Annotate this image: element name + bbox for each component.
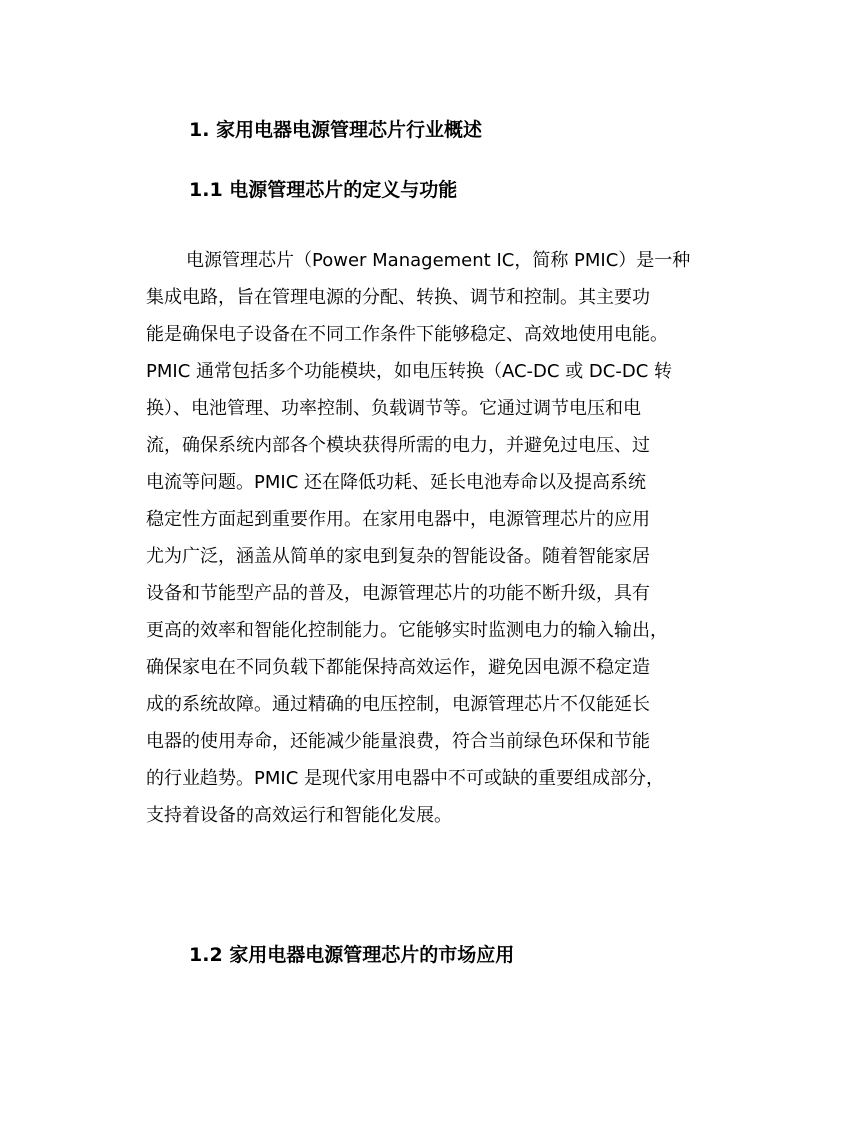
section-heading-1: 1. 家用电器电源管理芯片行业概述: [189, 119, 483, 141]
paragraph-line: 电源管理芯片（Power Management IC，简称 PMIC）是一种: [186, 250, 691, 271]
paragraph-line: 能是确保电子设备在不同工作条件下能够稳定、高效地使用电能。: [146, 324, 668, 345]
section-heading-1-1: 1.1 电源管理芯片的定义与功能: [189, 179, 458, 201]
paragraph-line: 集成电路，旨在管理电源的分配、转换、调节和控制。其主要功: [146, 287, 650, 308]
section-heading-1-2: 1.2 家用电器电源管理芯片的市场应用: [189, 944, 515, 966]
paragraph-line: 设备和节能型产品的普及，电源管理芯片的功能不断升级，具有: [146, 583, 650, 604]
paragraph-line: 更高的效率和智能化控制能力。它能够实时监测电力的输入输出，: [146, 620, 668, 641]
paragraph-line: 电流等问题。PMIC 还在降低功耗、延长电池寿命以及提高系统: [146, 472, 646, 493]
paragraph-line: 成的系统故障。通过精确的电压控制，电源管理芯片不仅能延长: [146, 694, 650, 715]
paragraph-line: PMIC 通常包括多个功能模块，如电压转换（AC-DC 或 DC-DC 转: [146, 361, 672, 382]
paragraph-line: 电器的使用寿命，还能减少能量浪费，符合当前绿色环保和节能: [146, 731, 650, 752]
paragraph-line: 尤为广泛，涵盖从简单的家电到复杂的智能设备。随着智能家居: [146, 546, 650, 567]
paragraph-line: 支持着设备的高效运行和智能化发展。: [146, 805, 452, 826]
paragraph-line: 流，确保系统内部各个模块获得所需的电力，并避免过电压、过: [146, 435, 650, 456]
paragraph-line: 换）、电池管理、功率控制、负载调节等。它通过调节电压和电: [146, 398, 641, 419]
paragraph-line: 确保家电在不同负载下都能保持高效运作，避免因电源不稳定造: [146, 657, 650, 678]
paragraph-line: 稳定性方面起到重要作用。在家用电器中，电源管理芯片的应用: [146, 509, 650, 530]
paragraph-line: 的行业趋势。PMIC 是现代家用电器中不可或缺的重要组成部分，: [146, 768, 664, 789]
